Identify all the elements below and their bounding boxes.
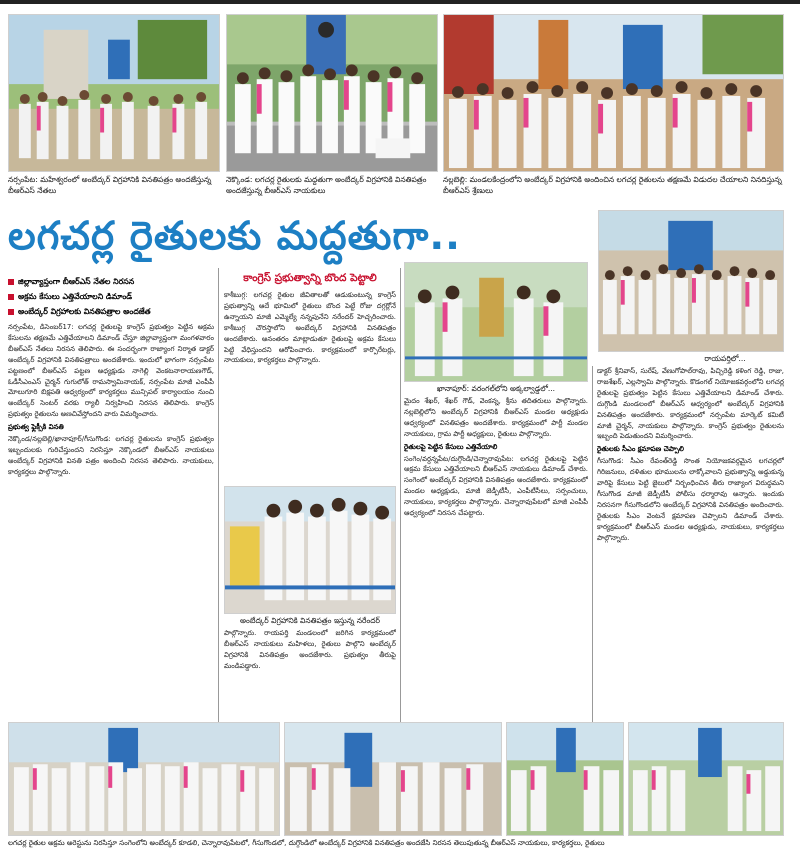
photo-middle xyxy=(224,486,396,614)
caption-top-middle: నెక్కొండ: లగచర్ల రైతులకు మద్దతుగా అంబేద్కర్ విగ్రహానికి వినతిపత్రం అందజేస్తున్న బీఆర్ఎస్ నాయకులు xyxy=(226,175,427,195)
caption-middle-photo: అంబేద్కర్ విగ్రహానికి వినతిపత్రం ఇస్తున్న నరేందర్ xyxy=(240,616,380,625)
caption-center-photo: ఖానాపూర్: వరంగల్‌లోని అక్కల్వాడ్డలో... xyxy=(436,384,556,393)
subheading-3: రైతులకు సీఎం క్షమాపణ చెప్పాలి xyxy=(597,445,684,454)
column-divider xyxy=(218,268,219,748)
column-divider xyxy=(400,268,401,748)
article-column-4 xyxy=(597,366,784,748)
caption-top-left: నర్సంపేట: మహేశ్వరంలో అంబేద్కర్ విగ్రహానికి వినతిపత్రం అందజేస్తున్న బీఆర్ఎస్ నేతలు xyxy=(8,175,212,195)
subheading-1: ప్రభుత్వ ఫ్లెక్సీకి వినతి xyxy=(8,423,64,432)
article-column-1 xyxy=(8,322,214,750)
photo-bottom-4 xyxy=(628,722,784,836)
caption-top-right: నల్లబెల్లి: మండలకేంద్రంలోని అంబేద్కర్ విగ్రహానికి అందించిన లగచర్ల రైతులను తక్షణమే విడుదల చేయాలని నినదిస్తున్న బీఆర్ఎస్ శ్రేణులు xyxy=(443,175,782,195)
page-top-bar xyxy=(0,0,800,4)
article-column-3 xyxy=(404,396,588,748)
photo-bottom-2 xyxy=(284,722,502,836)
bullet-item: అంబేద్కర్ విగ్రహాలకు వినతిపత్రాల అందజేత xyxy=(8,304,213,319)
article-column-2 xyxy=(224,290,396,482)
column-1-text-a: నర్సంపేట, డిసెంబర్17: లగచర్ల రైతులపై కాంగ్రెస్ ప్రభుత్వం పెట్టిన అక్రమ కేసులను తక్షణమే ఎత్తివేయాలని డిమాండ్ చేస్తూ జిల్లావ్యాప్తంగా మంగళవారం బీఆర్ఎస్ నేతలు నిరసన తెలిపారు. ఈ సందర్భంగా రాజ్యాంగ నిర్మాత డాక్టర్ అంబేద్కర్ విగ్రహానికి వినతిపత్రాలు అందజేశారు. ఇందులో భాగంగా నర్సంపేట పట్టణంలో బీఆర్ఎస్ పట్టణ అధ్యక్షుడు నాగెల్లి వెంకటనారాయణగౌడ్, ఓడీసీఎంఎస్ చైర్మన్ గుగులోత్ రామస్వామినాయక్, నర్సంపేట మాజీ ఎంపీపీ మోలుగూరి బిక్షపతి ఆధ్వర్యంలో కార్యకర్తలు మున్సిపల్ కార్యాలయం నుంచి అంబేద్కర్ సెంటర్ వరకు ర్యాలీ నిర్వహించి నిరసన తెలిపారు. కాంగ్రెస్ ప్రభుత్వం రైతులను అణచివేస్తోందని వారు విమర్శించారు. xyxy=(8,323,214,419)
bullet-item: జిల్లావ్యాప్తంగా బీఆర్ఎస్ నేతల నిరసన xyxy=(8,274,213,289)
photo-bottom-3 xyxy=(506,722,624,836)
photo-right xyxy=(598,210,784,352)
column-3-text-a: మైదం శేఖర్, శేఖర్ గౌడ్, వెంకన్న, శ్రీను తదితరులు పాల్గొన్నారు. నల్లబెల్లిలోని అంబేద్కర్ విగ్రహానికి బీఆర్ఎస్ మండల అధ్యక్షుడు ఆధ్వర్యంలో వినతిపత్రం అందజేశారు. కార్యక్రమంలో పార్టీ మండల నాయకులు, గ్రామ పార్టీ అధ్యక్షులు, రైతులు పాల్గొన్నారు. xyxy=(404,397,588,438)
photo-top-right xyxy=(443,14,784,172)
caption-right-photo: రాయపర్తిలో... xyxy=(704,354,746,363)
photo-top-left xyxy=(8,14,220,172)
column-1-text-b: నెక్కొండ/నల్లబెల్లి/ఖానాపూర్/గీసుగొండ: లగచర్ల రైతులను కాంగ్రెస్ ప్రభుత్వం ఇబ్బందులకు గురిచేస్తుందని నిరసిస్తూ నెక్కొండలో బీఆర్ఎస్ నాయకులు అంబేద్కర్ విగ్రహానికి వినతి పత్రం అందించి నిరసన తెలిపారు. నాయకులు, కార్యకర్తలు పాల్గొన్నారు. xyxy=(8,435,214,476)
bullet-list xyxy=(8,274,213,319)
headline: లగచర్ల రైతులకు మద్దతుగా.. xyxy=(8,214,461,259)
photo-center xyxy=(404,262,588,382)
column-4-text-a: డాక్టర్ శ్రీనివాస్, సురేష్, వేణుగోపాల్‌రావు, పిచ్చిరెడ్డి కళింగ రెడ్డి, రాజు, రాజశేఖర్, ఎల్లస్వామి పాల్గొన్నారు. కొడంగల్ నియోజకవర్గంలోని లగచర్ల రైతులపై ప్రభుత్వం పెట్టిన కేసులు ఎత్తివేయాలని డిమాండ్ చేశారు. దుగ్గొండి మండలంలో బీఆర్ఎస్ ఆధ్వర్యంలో అంబేద్కర్ విగ్రహానికి వినతిపత్రం అందజేశారు. కార్యక్రమంలో నర్సంపేట మార్కెట్ కమిటీ మాజీ చైర్మన్, నాయకులు పాల్గొన్నారు. కాంగ్రెస్ ప్రభుత్వం రైతులను ఇబ్బంది పెడుతుందని విమర్శించారు. xyxy=(597,367,784,441)
box-headline: కాంగ్రెస్ ప్రభుత్వాన్ని బొంద పెట్టాలి xyxy=(243,272,377,284)
subheading-2: రైతులపై పెట్టిన కేసులు ఎత్తివేయాలి xyxy=(404,442,498,451)
column-4-text-b: గీసుగొండ: సీఎం రేవంత్‌రెడ్డి సొంత నియోజకవర్గమైన లగచర్లలో గిరిజనులు, దళితుల భూములను లాక్కోవాలని ప్రభుత్వాన్ని అడ్డుకున్న వారిపై కేసులు పెట్టి జైలులో నిర్బంధించిన తీరు రాజ్యాంగ విరుద్ధమని గీసుగొండ మాజీ జెడ్పీటీసీ పోలీసు ధర్మారావు అన్నారు. ఇందుకు నిరసనగా గీసుగొండలోని అంబేద్కర్ విగ్రహానికి వినతిపత్రం అందించారు. రైతులకు సీఎం వెంటనే క్షమాపణ చెప్పాలని డిమాండ్ చేశారు. కార్యక్రమంలో బీఆర్ఎస్ మండల అధ్యక్షుడు, నాయకులు, కార్యకర్తలు పాల్గొన్నారు. xyxy=(597,457,784,542)
column-2-text-a: కాశీబుగ్గ: లగచర్ల రైతుల జీవితాలతో ఆడుకుంటున్న కాంగ్రెస్ ప్రభుత్వాన్ని ఆదే భూమిలో రైతులు బొంద పెట్టే రోజు దగ్గర్లోనే ఉన్నాయని మాజీ ఎమ్మెల్యే నన్నపునేని నరేందర్ హెచ్చరించారు. కాశీబుగ్గ చౌరస్తాలోని అంబేద్కర్ విగ్రహానికి వినతిపత్రం అందజేశారు. అనంతరం మాట్లాడుతూ రైతులపై అక్రమ కేసులు పెట్టి వేధిస్తుందని ఆరోపించారు. కార్యక్రమంలో కార్పొరేటర్లు, నాయకులు, కార్యకర్తలు పాల్గొన్నారు. xyxy=(224,291,396,365)
column-2-text-b: పాల్గొన్నారు. రాయపర్తి మండలంలో జరిగిన కార్యక్రమంలో బీఆర్ఎస్ నాయకులు మహిళలు, రైతులు పాల్గొని అంబేద్కర్ విగ్రహానికి వినతిపత్రం అందజేశారు. ప్రభుత్వం తీరుపై మండిపడ్డారు. xyxy=(224,629,396,670)
photo-top-middle xyxy=(226,14,438,172)
column-divider xyxy=(592,366,593,748)
column-3-text-b: సంగెం/వర్ధన్నపేట/దుగ్గొండి/చెన్నారావుపేట: లగచర్ల రైతులపై పెట్టిన అక్రమ కేసులు ఎత్తివేయాలని బీఆర్ఎస్ నాయకులు డిమాండ్ చేశారు. సంగెంలో అంబేద్కర్ విగ్రహానికి వినతిపత్రం అందజేశారు. కార్యక్రమంలో మండల అధ్యక్షుడు, మాజీ జెడ్పీటీసీ, ఎంపీటీసీలు, సర్పంచులు, నాయకులు, కార్యకర్తలు పాల్గొన్నారు. చెన్నారావుపేటలో మాజీ ఎంపీపీ ఆధ్వర్యంలో నిరసన చేపట్టారు. xyxy=(404,454,588,518)
photo-bottom-1 xyxy=(8,722,280,836)
caption-bottom: లగచర్ల రైతుల అక్రమ అరెస్టును నిరసిస్తూ సంగెంలోని అంబేద్కర్ కూడలి, చెన్నారావుపేటలో, గీసుగొండలో, దుగ్గొండిలో అంబేద్కర్ విగ్రహానికి వినతిపత్రం అందజేసి నిరసన తెలుపుతున్న బీఆర్ఎస్ నాయకులు, కార్యకర్తలు, రైతులు xyxy=(8,839,605,847)
bullet-item: అక్రమ కేసులు ఎత్తివేయాలని డిమాండ్ xyxy=(8,289,213,304)
